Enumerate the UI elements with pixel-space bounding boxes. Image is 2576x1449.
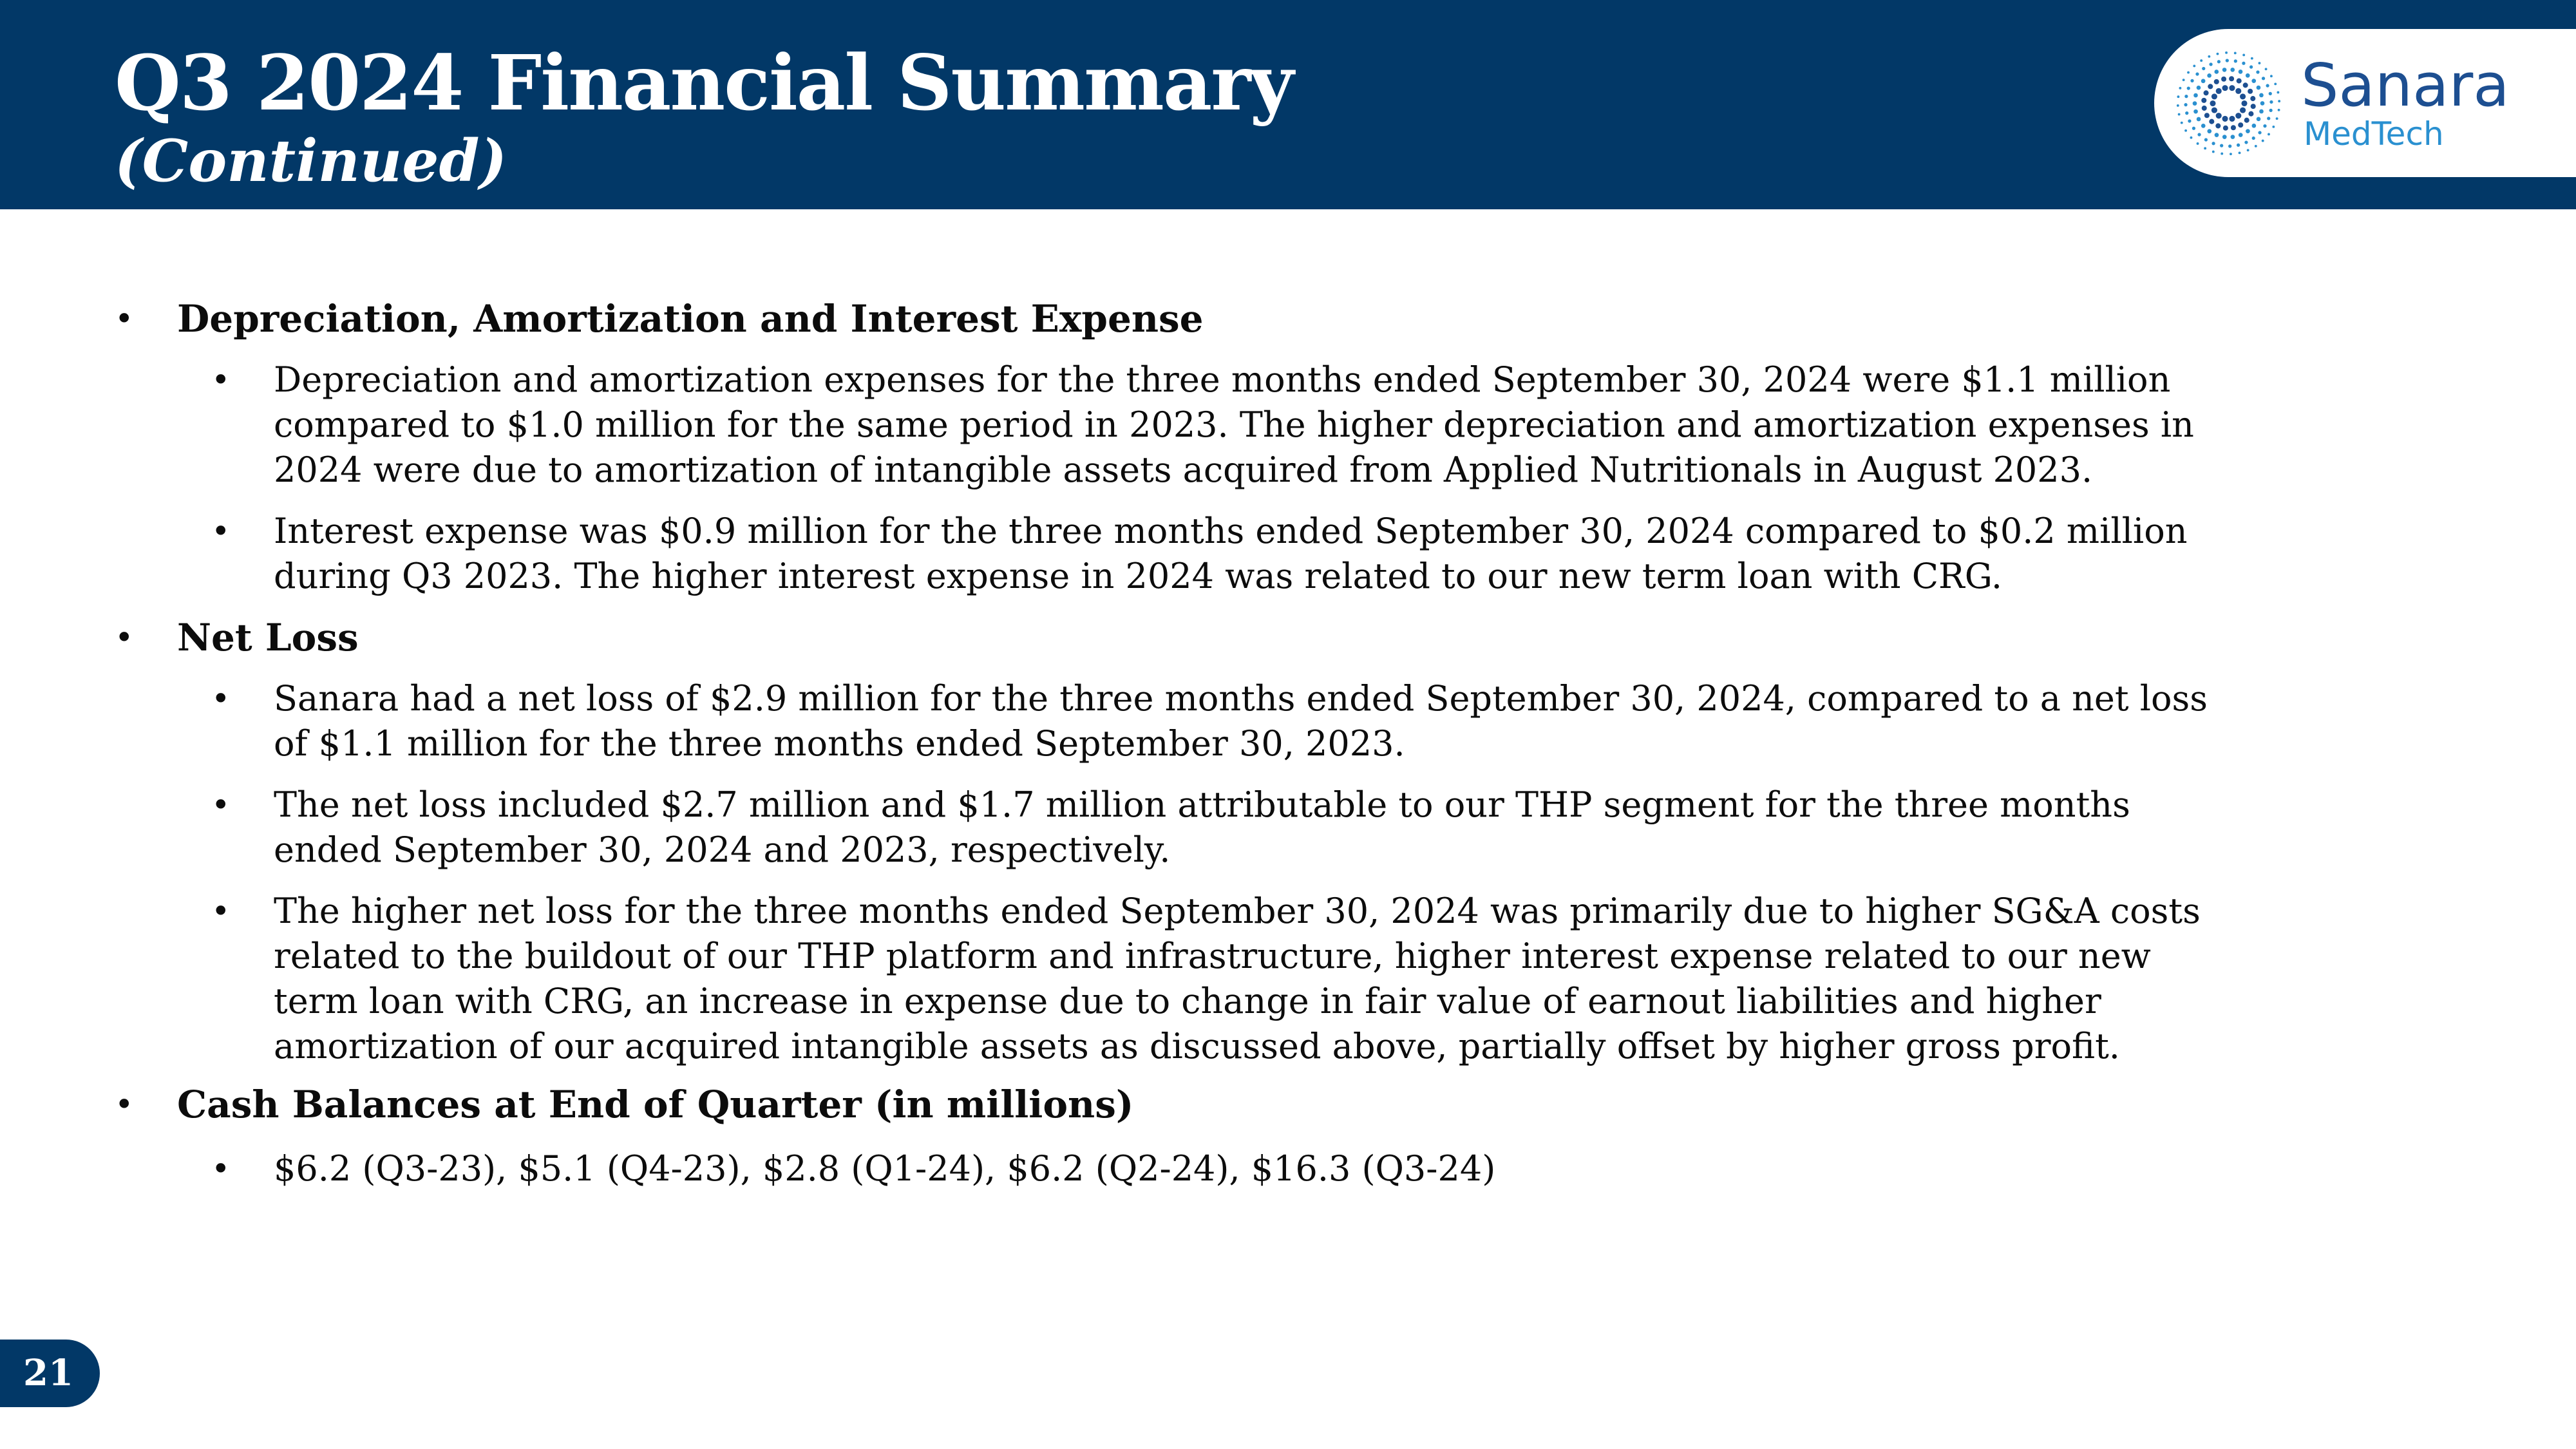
logo-dot — [2222, 116, 2228, 122]
logo-dot — [2276, 117, 2278, 120]
logo-dot — [2216, 113, 2222, 118]
logo-dot — [2278, 109, 2280, 111]
logo-dot — [2277, 91, 2279, 94]
logo-dot — [2187, 71, 2190, 74]
logo-dot — [2201, 79, 2206, 83]
logo-dot — [2222, 68, 2227, 72]
logo-dot — [2265, 68, 2268, 70]
logo-dot — [2239, 70, 2243, 74]
bullet: • — [115, 1086, 134, 1123]
logo-dot — [2235, 88, 2241, 94]
logo-dot — [2229, 85, 2235, 91]
logo-dot — [2248, 89, 2253, 94]
logo-dot — [2220, 144, 2223, 147]
logo-dot — [2197, 142, 2199, 145]
bullet-item-text: Depreciation and amortization expenses for the three months ended September 30, 2024 were $1.1 million compared to $1.0 million for the same period in 2023. The higher depreciation and amortization expenses in 2024 were due to amortization of intangible assets acquired from Applied Nutritionals in August 2023. — [274, 359, 2194, 490]
logo-dot — [2207, 129, 2211, 133]
logo-dot — [2190, 79, 2193, 82]
logo-dot — [2231, 125, 2236, 130]
logo-dot — [2269, 100, 2273, 104]
logo-dot — [2211, 108, 2217, 113]
logo-dot — [2184, 95, 2188, 98]
logo-dot — [2178, 113, 2181, 116]
logo-dot — [2268, 133, 2270, 136]
logo-dot — [2223, 126, 2228, 131]
logo-dot — [2241, 100, 2247, 106]
logo-name: Sanara — [2301, 51, 2510, 120]
logo-dot — [2217, 53, 2219, 55]
logo-dot — [2256, 70, 2259, 73]
logo-dot — [2200, 59, 2202, 62]
logo-dot — [2246, 129, 2250, 133]
logo-dot — [2184, 129, 2187, 132]
logo-dot — [2208, 55, 2210, 58]
logo-dot — [2231, 135, 2235, 139]
section-heading-text: Cash Balances at End of Quarter (in millions) — [177, 1083, 1134, 1126]
logo-dot — [2269, 92, 2272, 95]
logo-dot — [2210, 100, 2215, 106]
logo-dot — [2190, 137, 2193, 139]
logo-dot — [2217, 60, 2221, 63]
logo-dot — [2211, 93, 2217, 99]
logo-dot — [2177, 104, 2179, 107]
logo-dot — [2234, 59, 2237, 62]
logo-dot — [2183, 79, 2185, 81]
logo-dot — [2240, 108, 2246, 113]
logo-dot — [2201, 98, 2206, 103]
logo-dot — [2197, 117, 2201, 122]
logo-dot — [2247, 149, 2249, 151]
logo-dot — [2179, 87, 2181, 90]
logo-dot — [2204, 138, 2208, 141]
logo-dot — [2260, 101, 2265, 106]
logo-dot — [2239, 133, 2243, 137]
bullet-item-text: The higher net loss for the three months ended September 30, 2024 was primarily due to higher SG&A costs related to the buildout of our THP platform and infrastructure, higher interest expense related to our new term loan with CRG, an increase in expense due to change in fair value of earnout liabilities and higher amortization of our acquired intangible assets as discussed above, partially offset by higher gross profit. — [274, 891, 2201, 1066]
logo-dot — [2238, 122, 2243, 128]
logo-dot — [2274, 82, 2277, 85]
bullet: • — [211, 513, 231, 550]
logo-dot — [2225, 52, 2228, 54]
logo-dot — [2211, 142, 2215, 145]
logo-dot — [2193, 109, 2198, 114]
logo-dot — [2229, 116, 2235, 122]
bullet: • — [211, 893, 231, 930]
logo-dot — [2197, 133, 2201, 136]
logo-dot — [2259, 109, 2264, 114]
bullet-item-text: $6.2 (Q3-23), $5.1 (Q4-23), $2.8 (Q1-24), $6.2 (Q2-24), $16.3 (Q3-24) — [274, 1148, 1496, 1189]
logo-dot — [2221, 153, 2223, 155]
logo-dot — [2226, 59, 2229, 62]
logo-dot — [2181, 122, 2183, 124]
logo-dot — [2204, 147, 2206, 149]
logo-dot — [2222, 135, 2227, 139]
bullet: • — [211, 1150, 231, 1188]
logo-dot — [2214, 70, 2219, 74]
logo-dot — [2251, 79, 2256, 83]
logo-dot — [2251, 57, 2253, 60]
logo-dot — [2216, 88, 2222, 94]
logo-dot — [2257, 117, 2261, 122]
logo-dot — [2230, 68, 2235, 72]
logo-dot — [2209, 119, 2214, 124]
logo-dot — [2197, 86, 2201, 90]
logo-dot — [2193, 93, 2198, 98]
logo-dot — [2252, 137, 2255, 140]
logo-dot — [2188, 119, 2191, 122]
logo-dot — [2212, 151, 2215, 153]
logo-dot — [2257, 86, 2261, 90]
bullet-item-text: Sanara had a net loss of $2.9 million for the three months ended September 30, 2024, compared to a net loss of $1.1 million for the three months ended September 30, 2023. — [274, 678, 2208, 764]
logo-dot — [2252, 124, 2257, 128]
logo-dot — [2234, 52, 2237, 54]
logo-dot — [2249, 65, 2253, 68]
logo-dot — [2244, 140, 2248, 144]
logo-dot — [2258, 131, 2261, 134]
dotted-starburst-icon — [2172, 47, 2285, 160]
logo-dot — [2242, 53, 2245, 56]
page-subtitle: (Continued) — [115, 127, 507, 195]
logo-dot — [2250, 96, 2255, 101]
logo-dot — [2235, 113, 2241, 118]
logo-dot — [2243, 82, 2248, 88]
logo-dot — [2230, 153, 2232, 155]
logo-dot — [2272, 126, 2275, 128]
logo-dot — [2259, 93, 2264, 98]
logo-dot — [2244, 118, 2249, 123]
logo-dot — [2263, 124, 2266, 128]
bullet: • — [211, 361, 231, 399]
logo-dot — [2195, 72, 2199, 75]
logo-dot — [2251, 104, 2256, 109]
logo-dot — [2207, 73, 2211, 78]
logo-dot — [2177, 95, 2179, 98]
logo-dot — [2187, 86, 2190, 90]
logo-dot — [2204, 113, 2210, 118]
logo-dot — [2259, 62, 2261, 64]
logo-dot — [2222, 85, 2228, 91]
logo-dot — [2184, 103, 2187, 106]
section-heading-text: Net Loss — [177, 616, 359, 659]
logo-dot — [2240, 93, 2246, 99]
section-heading-text: Depreciation, Amortization and Interest Expense — [177, 297, 1204, 341]
logo-dot — [2262, 77, 2265, 80]
logo-dot — [2248, 111, 2253, 117]
logo-dot — [2209, 62, 2212, 66]
bullet-item-text: The net loss included $2.7 million and $1.7 million attributable to our THP segment for the three months ended September 30, 2024 and 2023, respectively. — [274, 784, 2130, 870]
logo-dot — [2270, 75, 2273, 77]
company-logo — [2154, 29, 2576, 177]
logo-dot — [2202, 106, 2207, 111]
logo-dot — [2269, 109, 2272, 112]
bullet: • — [211, 680, 231, 717]
page-number-badge — [0, 1340, 100, 1407]
page-title: Q3 2024 Financial Summary — [115, 38, 1293, 128]
logo-dot — [2228, 144, 2231, 147]
logo-dot — [2201, 124, 2206, 128]
bullet: • — [211, 786, 231, 824]
logo-sub: MedTech — [2304, 115, 2444, 153]
bullet: • — [115, 300, 134, 337]
logo-dot — [2214, 79, 2219, 84]
logo-dot — [2237, 79, 2242, 84]
logo-dot — [2262, 140, 2264, 142]
logo-dot — [2193, 65, 2195, 68]
logo-dot — [2193, 101, 2197, 106]
logo-dot — [2185, 111, 2188, 115]
logo-dot — [2192, 127, 2195, 130]
logo-dot — [2239, 151, 2241, 154]
logo-dot — [2204, 90, 2209, 95]
page-number: 21 — [23, 1352, 73, 1394]
logo-dot — [2278, 100, 2280, 102]
logo-dot — [2242, 62, 2245, 65]
logo-dot — [2246, 73, 2250, 78]
logo-dot — [2229, 76, 2234, 81]
logo-dot — [2267, 117, 2270, 120]
logo-dot — [2266, 84, 2269, 87]
logo-dot — [2215, 123, 2221, 128]
bullet: • — [115, 619, 134, 656]
logo-dot — [2215, 133, 2219, 137]
logo-dot — [2255, 145, 2257, 147]
bullet-item-text: Interest expense was $0.9 million for the three months ended September 30, 2024 compared to $0.2 million during Q3 2023. The higher interest expense in 2024 was related to our new term loan with CRG. — [274, 511, 2188, 596]
logo-dot — [2221, 77, 2226, 82]
logo-dot — [2202, 67, 2205, 70]
logo-dot — [2208, 84, 2213, 89]
logo-dot — [2237, 144, 2240, 147]
